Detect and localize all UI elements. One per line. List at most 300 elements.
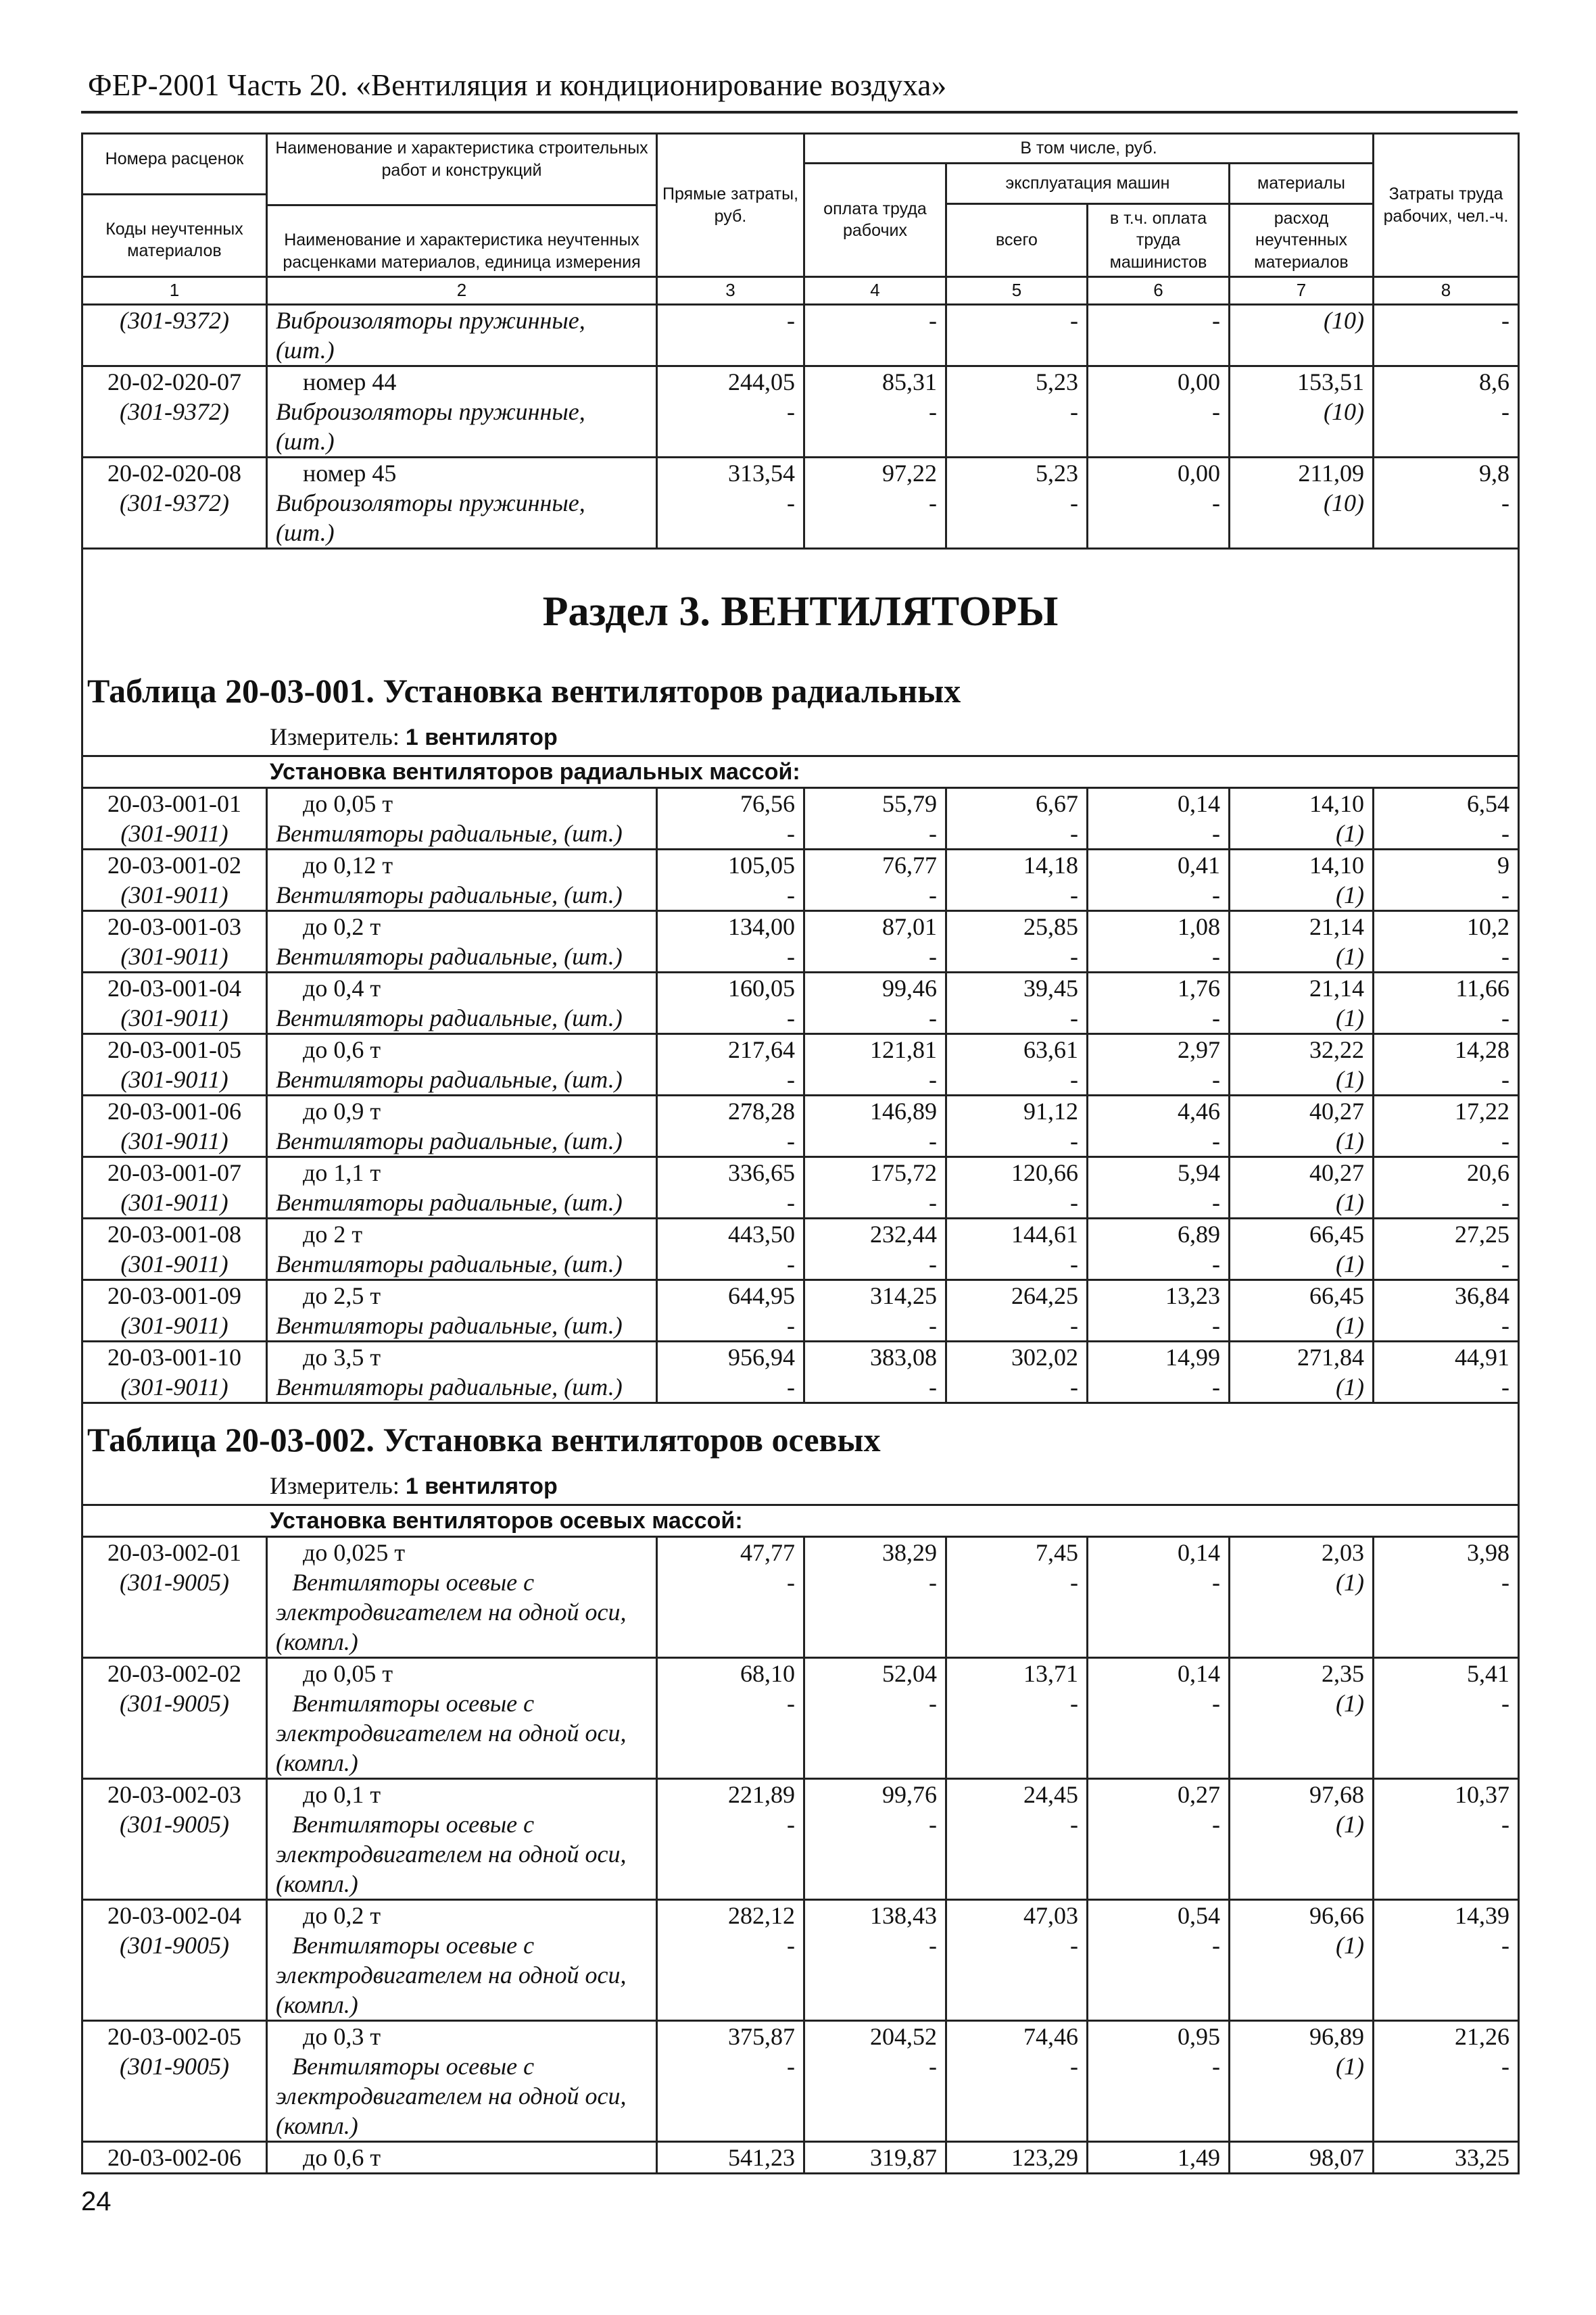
table-title-cell: Таблица 20-03-001. Установка вентиляторов радиальных bbox=[82, 655, 1519, 716]
material-dash: - bbox=[1374, 1188, 1519, 1219]
material-name bbox=[267, 819, 657, 850]
table-row-material bbox=[82, 1311, 1519, 1342]
material-dash: - bbox=[946, 1003, 1088, 1034]
col-wage: оплата труда рабочих bbox=[804, 163, 946, 277]
value-labor: 17,22 bbox=[1374, 1095, 1519, 1126]
value-mater: 96,89 bbox=[1230, 2020, 1374, 2051]
value-all: 25,85 bbox=[946, 910, 1088, 942]
material-code: (301-9011) bbox=[82, 1003, 267, 1034]
value-wage: 85,31 bbox=[804, 366, 946, 397]
value-direct: 313,54 bbox=[657, 457, 804, 488]
material-name-line: Вентиляторы радиальные, (шт.) bbox=[276, 1188, 623, 1216]
material-dash: - bbox=[946, 1930, 1088, 2021]
table-row bbox=[82, 1095, 1519, 1126]
material-qty: (1) bbox=[1230, 1930, 1374, 2021]
table-row-material bbox=[82, 1688, 1519, 1779]
material-dash: - bbox=[657, 942, 804, 973]
value-labor: 33,25 bbox=[1374, 2141, 1519, 2173]
value-labor: 6,54 bbox=[1374, 787, 1519, 819]
value-mw: 0,27 bbox=[1088, 1778, 1230, 1809]
material-qty: (1) bbox=[1230, 1065, 1374, 1096]
material-code: (301-9372) bbox=[82, 304, 267, 366]
value-mw: 4,46 bbox=[1088, 1095, 1230, 1126]
material-code: (301-9005) bbox=[82, 1688, 267, 1779]
value-direct: 221,89 bbox=[657, 1778, 804, 1809]
material-name bbox=[267, 1065, 657, 1096]
table-row bbox=[82, 457, 1519, 488]
material-dash: - bbox=[657, 488, 804, 549]
value-mater: 32,22 bbox=[1230, 1033, 1374, 1065]
material-dash: - bbox=[1088, 1688, 1230, 1779]
material-dash: - bbox=[804, 1188, 946, 1219]
table-row-material bbox=[82, 304, 1519, 366]
value-mw: 1,49 bbox=[1088, 2141, 1230, 2173]
material-code: (301-9011) bbox=[82, 819, 267, 850]
value-all: 24,45 bbox=[946, 1778, 1088, 1809]
col-machines-all: всего bbox=[946, 203, 1088, 277]
material-dash: - bbox=[657, 1003, 804, 1034]
value-mw: 0,14 bbox=[1088, 1657, 1230, 1688]
material-qty: (1) bbox=[1230, 880, 1374, 911]
col-incl: В том числе, руб. bbox=[804, 134, 1374, 164]
col-materials-sub: расход неучтенных материалов bbox=[1230, 203, 1374, 277]
material-name bbox=[267, 880, 657, 911]
material-name-line: (компл.) bbox=[276, 2112, 358, 2139]
col-machines: эксплуатация машин bbox=[946, 163, 1230, 203]
value-mater: 66,45 bbox=[1230, 1280, 1374, 1311]
table-row bbox=[82, 1218, 1519, 1249]
material-name-line: (компл.) bbox=[276, 1749, 358, 1776]
material-dash: - bbox=[946, 942, 1088, 973]
value-mw: 0,00 bbox=[1088, 366, 1230, 397]
table-header bbox=[82, 134, 1519, 305]
rate-name: до 0,025 т bbox=[267, 1536, 657, 1567]
material-dash: - bbox=[1088, 1249, 1230, 1280]
value-mater: 21,14 bbox=[1230, 972, 1374, 1003]
value-mater: 40,27 bbox=[1230, 1095, 1374, 1126]
table-row bbox=[82, 972, 1519, 1003]
table-row bbox=[82, 1033, 1519, 1065]
material-qty: (1) bbox=[1230, 1809, 1374, 1900]
group-title-cell: Установка вентиляторов осевых массой: bbox=[82, 1505, 1519, 1536]
value-mw: 1,08 bbox=[1088, 910, 1230, 942]
value-wage: 319,87 bbox=[804, 2141, 946, 2173]
material-dash: - bbox=[1088, 1126, 1230, 1157]
material-qty: (1) bbox=[1230, 1372, 1374, 1403]
value-direct: 278,28 bbox=[657, 1095, 804, 1126]
measure-unit-cell bbox=[82, 716, 1519, 756]
material-dash: - bbox=[1374, 304, 1519, 366]
material-dash: - bbox=[804, 2051, 946, 2142]
rate-name: до 0,2 т bbox=[267, 1899, 657, 1930]
rate-code: 20-02-020-07 bbox=[82, 366, 267, 397]
value-labor: 21,26 bbox=[1374, 2020, 1519, 2051]
material-dash: - bbox=[804, 942, 946, 973]
material-qty: (1) bbox=[1230, 1249, 1374, 1280]
table-row-material bbox=[82, 942, 1519, 973]
material-dash: - bbox=[1088, 819, 1230, 850]
value-mw: 0,14 bbox=[1088, 787, 1230, 819]
material-name-line: Вентиляторы радиальные, (шт.) bbox=[276, 1127, 623, 1154]
value-direct: 68,10 bbox=[657, 1657, 804, 1688]
value-direct: 105,05 bbox=[657, 849, 804, 880]
material-dash: - bbox=[1088, 1372, 1230, 1403]
col-direct: Прямые затраты, руб. bbox=[657, 134, 804, 277]
material-name-line: электродвигателем на одной оси, bbox=[276, 1598, 627, 1626]
material-name-line: электродвигателем на одной оси, bbox=[276, 1961, 627, 1989]
material-dash: - bbox=[946, 397, 1088, 458]
table-row-material bbox=[82, 1567, 1519, 1658]
value-all: 7,45 bbox=[946, 1536, 1088, 1567]
value-direct: 217,64 bbox=[657, 1033, 804, 1065]
column-numbers: 1 2 3 4 5 6 7 8 bbox=[82, 277, 1519, 305]
material-name-line: Вентиляторы радиальные, (шт.) bbox=[276, 942, 623, 970]
material-dash: - bbox=[804, 1567, 946, 1658]
material-code: (301-9011) bbox=[82, 880, 267, 911]
table-row bbox=[82, 1778, 1519, 1809]
material-name-line: электродвигателем на одной оси, bbox=[276, 1840, 627, 1868]
material-name bbox=[267, 1249, 657, 1280]
material-qty: (1) bbox=[1230, 1311, 1374, 1342]
value-direct: 244,05 bbox=[657, 366, 804, 397]
rate-name: номер 44 bbox=[267, 366, 657, 397]
material-name-line: (компл.) bbox=[276, 1870, 358, 1897]
rate-name: до 0,3 т bbox=[267, 2020, 657, 2051]
material-qty: (1) bbox=[1230, 1567, 1374, 1658]
value-mw: 6,89 bbox=[1088, 1218, 1230, 1249]
value-direct: 76,56 bbox=[657, 787, 804, 819]
material-dash: - bbox=[657, 819, 804, 850]
rate-code: 20-02-020-08 bbox=[82, 457, 267, 488]
material-qty: (1) bbox=[1230, 1126, 1374, 1157]
value-labor: 20,6 bbox=[1374, 1156, 1519, 1188]
material-dash: - bbox=[1374, 1065, 1519, 1096]
value-wage: 121,81 bbox=[804, 1033, 946, 1065]
material-qty: (1) bbox=[1230, 942, 1374, 973]
table-row bbox=[82, 1899, 1519, 1930]
value-all: 74,46 bbox=[946, 2020, 1088, 2051]
material-dash: - bbox=[804, 1688, 946, 1779]
material-name-line: Вентиляторы осевые с bbox=[292, 1689, 535, 1717]
material-dash: - bbox=[946, 1809, 1088, 1900]
value-all: 91,12 bbox=[946, 1095, 1088, 1126]
table-title bbox=[82, 655, 1519, 716]
material-dash: - bbox=[1088, 1188, 1230, 1219]
measure-label: Измеритель: bbox=[270, 723, 400, 750]
rate-code: 20-03-002-02 bbox=[82, 1657, 267, 1688]
material-dash: - bbox=[804, 1809, 946, 1900]
value-direct: 134,00 bbox=[657, 910, 804, 942]
material-qty: (1) bbox=[1230, 1188, 1374, 1219]
rate-code: 20-03-001-06 bbox=[82, 1095, 267, 1126]
value-mw: 14,99 bbox=[1088, 1341, 1230, 1372]
value-labor: 14,39 bbox=[1374, 1899, 1519, 1930]
value-labor: 8,6 bbox=[1374, 366, 1519, 397]
table-row-material bbox=[82, 1249, 1519, 1280]
material-name: Виброизоляторы пружинные, (шт.) bbox=[267, 304, 657, 366]
material-code: (301-9372) bbox=[82, 488, 267, 549]
rate-code: 20-03-001-10 bbox=[82, 1341, 267, 1372]
material-dash: - bbox=[946, 819, 1088, 850]
table-row-material bbox=[82, 1065, 1519, 1096]
col-machines-wage: в т.ч. оплата труда машинистов bbox=[1088, 203, 1230, 277]
value-labor: 44,91 bbox=[1374, 1341, 1519, 1372]
rate-code: 20-03-002-05 bbox=[82, 2020, 267, 2051]
value-wage: 76,77 bbox=[804, 849, 946, 880]
material-dash: - bbox=[946, 488, 1088, 549]
rate-name: до 0,12 т bbox=[267, 849, 657, 880]
material-dash: - bbox=[804, 304, 946, 366]
table-row-material bbox=[82, 2051, 1519, 2142]
table-row bbox=[82, 787, 1519, 819]
value-mw: 13,23 bbox=[1088, 1280, 1230, 1311]
document-title: ФЕР-2001 Часть 20. «Вентиляция и кондиционирование воздуха» bbox=[88, 68, 947, 102]
value-wage: 175,72 bbox=[804, 1156, 946, 1188]
material-code: (301-9011) bbox=[82, 1126, 267, 1157]
value-wage: 99,76 bbox=[804, 1778, 946, 1809]
value-mater: 97,68 bbox=[1230, 1778, 1374, 1809]
material-dash: - bbox=[1374, 1688, 1519, 1779]
material-name-line: Вентиляторы радиальные, (шт.) bbox=[276, 1004, 623, 1031]
material-name bbox=[267, 397, 657, 458]
rate-code: 20-03-002-06 bbox=[82, 2141, 267, 2173]
measure-unit bbox=[82, 1465, 1519, 1505]
table-row bbox=[82, 849, 1519, 880]
value-labor: 9,8 bbox=[1374, 457, 1519, 488]
material-dash: - bbox=[1374, 2051, 1519, 2142]
value-mater: 66,45 bbox=[1230, 1218, 1374, 1249]
material-dash: - bbox=[1374, 1567, 1519, 1658]
value-labor: 5,41 bbox=[1374, 1657, 1519, 1688]
col-materials: материалы bbox=[1230, 163, 1374, 203]
rate-name: до 0,6 т bbox=[267, 2141, 657, 2173]
material-dash: - bbox=[1374, 1126, 1519, 1157]
material-dash: - bbox=[1374, 1809, 1519, 1900]
rate-code: 20-03-002-04 bbox=[82, 1899, 267, 1930]
material-dash: - bbox=[657, 1126, 804, 1157]
material-dash: - bbox=[1088, 304, 1230, 366]
table-row bbox=[82, 2141, 1519, 2173]
group-title bbox=[82, 756, 1519, 787]
material-dash: - bbox=[657, 1567, 804, 1658]
value-wage: 52,04 bbox=[804, 1657, 946, 1688]
material-dash: - bbox=[804, 1930, 946, 2021]
table-row-material bbox=[82, 1188, 1519, 1219]
value-all: 5,23 bbox=[946, 366, 1088, 397]
material-name-line: Вентиляторы радиальные, (шт.) bbox=[276, 1250, 623, 1277]
value-all: 39,45 bbox=[946, 972, 1088, 1003]
price-table bbox=[81, 132, 1520, 2174]
value-mater: 271,84 bbox=[1230, 1341, 1374, 1372]
material-code: (301-9011) bbox=[82, 1065, 267, 1096]
rate-code: 20-03-001-01 bbox=[82, 787, 267, 819]
material-dash: - bbox=[804, 1065, 946, 1096]
material-dash: - bbox=[1374, 1003, 1519, 1034]
table-row-material bbox=[82, 397, 1519, 458]
value-mw: 0,41 bbox=[1088, 849, 1230, 880]
value-mater: 2,35 bbox=[1230, 1657, 1374, 1688]
material-dash: - bbox=[1088, 2051, 1230, 2142]
rate-name: номер 45 bbox=[267, 457, 657, 488]
value-labor: 36,84 bbox=[1374, 1280, 1519, 1311]
measure-unit bbox=[82, 716, 1519, 756]
material-name-line: Виброизоляторы пружинные, (шт.) bbox=[276, 397, 585, 455]
material-dash: - bbox=[1088, 1065, 1230, 1096]
value-all: 14,18 bbox=[946, 849, 1088, 880]
material-dash: - bbox=[657, 880, 804, 911]
material-name-line: электродвигателем на одной оси, bbox=[276, 1719, 627, 1747]
table-row bbox=[82, 2020, 1519, 2051]
value-all: 47,03 bbox=[946, 1899, 1088, 1930]
rate-name: до 0,05 т bbox=[267, 787, 657, 819]
rate-code: 20-03-001-09 bbox=[82, 1280, 267, 1311]
material-dash: - bbox=[657, 304, 804, 366]
material-dash: - bbox=[804, 1003, 946, 1034]
material-name-line: Вентиляторы осевые с bbox=[292, 1810, 535, 1838]
value-direct: 336,65 bbox=[657, 1156, 804, 1188]
material-dash: - bbox=[946, 1126, 1088, 1157]
value-labor: 10,2 bbox=[1374, 910, 1519, 942]
material-dash: - bbox=[657, 397, 804, 458]
table-body bbox=[82, 304, 1519, 2173]
material-code: (301-9005) bbox=[82, 1930, 267, 2021]
material-name-line: (компл.) bbox=[276, 1991, 358, 2018]
material-name bbox=[267, 1126, 657, 1157]
material-code: (301-9011) bbox=[82, 942, 267, 973]
value-all: 264,25 bbox=[946, 1280, 1088, 1311]
value-direct: 541,23 bbox=[657, 2141, 804, 2173]
material-name bbox=[267, 1930, 657, 2021]
table-row-material bbox=[82, 488, 1519, 549]
material-name-line: Вентиляторы радиальные, (шт.) bbox=[276, 819, 623, 847]
value-mater: 96,66 bbox=[1230, 1899, 1374, 1930]
material-name bbox=[267, 942, 657, 973]
value-wage: 55,79 bbox=[804, 787, 946, 819]
table-row bbox=[82, 1341, 1519, 1372]
table-row-material bbox=[82, 1372, 1519, 1403]
rate-code: 20-03-002-01 bbox=[82, 1536, 267, 1567]
value-mater: 2,03 bbox=[1230, 1536, 1374, 1567]
value-all: 13,71 bbox=[946, 1657, 1088, 1688]
material-name bbox=[267, 1688, 657, 1779]
material-name bbox=[267, 488, 657, 549]
table-row bbox=[82, 1156, 1519, 1188]
material-qty: (1) bbox=[1230, 1003, 1374, 1034]
material-name-line: Вентиляторы радиальные, (шт.) bbox=[276, 1373, 623, 1400]
material-dash: - bbox=[1088, 880, 1230, 911]
value-mater: 40,27 bbox=[1230, 1156, 1374, 1188]
material-dash: - bbox=[657, 1249, 804, 1280]
group-title bbox=[82, 1505, 1519, 1536]
material-name bbox=[267, 2051, 657, 2142]
col-name: Наименование и характеристика строительных работ и конструкций Наименование и характеристика неучтенных расценками материалов, единица измерения bbox=[267, 134, 657, 277]
material-dash: - bbox=[657, 1930, 804, 2021]
material-name-line: Вентиляторы осевые с bbox=[292, 2052, 535, 2080]
value-all: 144,61 bbox=[946, 1218, 1088, 1249]
value-direct: 160,05 bbox=[657, 972, 804, 1003]
value-wage: 383,08 bbox=[804, 1341, 946, 1372]
material-qty: (1) bbox=[1230, 1688, 1374, 1779]
material-dash: - bbox=[1088, 942, 1230, 973]
material-dash: - bbox=[946, 2051, 1088, 2142]
material-dash: - bbox=[1374, 1249, 1519, 1280]
material-qty: (10) bbox=[1230, 304, 1374, 366]
material-dash: - bbox=[1374, 880, 1519, 911]
material-name-line: Вентиляторы радиальные, (шт.) bbox=[276, 1311, 623, 1339]
material-dash: - bbox=[804, 1372, 946, 1403]
value-mw: 0,95 bbox=[1088, 2020, 1230, 2051]
material-dash: - bbox=[1088, 1567, 1230, 1658]
material-dash: - bbox=[657, 1311, 804, 1342]
value-wage: 38,29 bbox=[804, 1536, 946, 1567]
table-title bbox=[82, 1403, 1519, 1465]
measure-value: 1 вентилятор bbox=[405, 724, 558, 750]
material-dash: - bbox=[1374, 819, 1519, 850]
value-mw: 0,00 bbox=[1088, 457, 1230, 488]
material-code: (301-9011) bbox=[82, 1188, 267, 1219]
value-labor: 11,66 bbox=[1374, 972, 1519, 1003]
measure-label: Измеритель: bbox=[270, 1471, 400, 1499]
material-name-line: Вентиляторы осевые с bbox=[292, 1568, 535, 1596]
table-row-material bbox=[82, 819, 1519, 850]
value-mw: 1,76 bbox=[1088, 972, 1230, 1003]
value-mw: 2,97 bbox=[1088, 1033, 1230, 1065]
value-wage: 97,22 bbox=[804, 457, 946, 488]
material-dash: - bbox=[946, 1188, 1088, 1219]
rate-name: до 3,5 т bbox=[267, 1341, 657, 1372]
material-dash: - bbox=[657, 1809, 804, 1900]
material-dash: - bbox=[804, 1249, 946, 1280]
value-direct: 375,87 bbox=[657, 2020, 804, 2051]
value-all: 6,67 bbox=[946, 787, 1088, 819]
material-dash: - bbox=[804, 397, 946, 458]
value-wage: 232,44 bbox=[804, 1218, 946, 1249]
material-dash: - bbox=[946, 1311, 1088, 1342]
rate-code: 20-03-001-04 bbox=[82, 972, 267, 1003]
material-name bbox=[267, 1188, 657, 1219]
value-all: 123,29 bbox=[946, 2141, 1088, 2173]
rate-code: 20-03-001-02 bbox=[82, 849, 267, 880]
rate-name: до 0,6 т bbox=[267, 1033, 657, 1065]
material-code: (301-9011) bbox=[82, 1249, 267, 1280]
value-direct: 282,12 bbox=[657, 1899, 804, 1930]
value-all: 5,23 bbox=[946, 457, 1088, 488]
col-codes: Номера расценок Коды неучтенных материалов bbox=[82, 134, 267, 277]
material-name-line: Вентиляторы радиальные, (шт.) bbox=[276, 881, 623, 908]
rate-name: до 0,9 т bbox=[267, 1095, 657, 1126]
table-row-material bbox=[82, 1930, 1519, 2021]
section-title-cell: Раздел 3. ВЕНТИЛЯТОРЫ bbox=[82, 548, 1519, 655]
value-labor: 10,37 bbox=[1374, 1778, 1519, 1809]
material-dash: - bbox=[1088, 397, 1230, 458]
value-mater: 153,51 bbox=[1230, 366, 1374, 397]
material-qty: (1) bbox=[1230, 819, 1374, 850]
table-row bbox=[82, 1657, 1519, 1688]
value-mw: 0,54 bbox=[1088, 1899, 1230, 1930]
material-dash: - bbox=[804, 1311, 946, 1342]
measure-value: 1 вентилятор bbox=[405, 1473, 558, 1499]
material-code: (301-9005) bbox=[82, 1809, 267, 1900]
material-dash: - bbox=[946, 1065, 1088, 1096]
value-wage: 314,25 bbox=[804, 1280, 946, 1311]
material-dash: - bbox=[1374, 397, 1519, 458]
value-mw: 5,94 bbox=[1088, 1156, 1230, 1188]
value-mater: 14,10 bbox=[1230, 849, 1374, 880]
material-dash: - bbox=[804, 1126, 946, 1157]
table-row-material bbox=[82, 1809, 1519, 1900]
material-dash: - bbox=[657, 1372, 804, 1403]
rate-name: до 0,2 т bbox=[267, 910, 657, 942]
